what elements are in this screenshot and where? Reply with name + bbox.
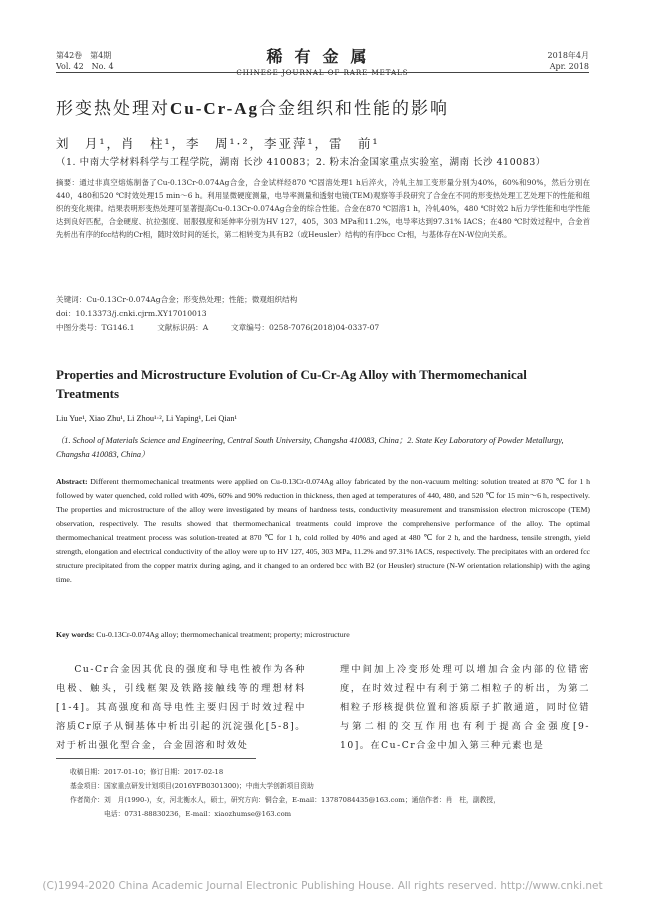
abstract-cn: 摘要：通过非真空熔炼制备了Cu-0.13Cr-0.074Ag合金，合金试样经870 ℃固溶处理1 h后淬火，冷轧主加工变形量分别为40%，60%和90%，然后分别在440，480和520 ℃时效处理15 min～6 h。利用显微硬度测量，电导率测量和透射电镜(TEM)观察等手段研究了合金在不同的形变热处理工艺处理下的性能和组织的变化规律。结果表明形变热处理可显著提高Cu-0.13Cr-0.074Ag合金的综合性能。合金在870 ℃固溶1 h，冷轧40%，480 ℃时效2 h后力学性能和电学性能达到良好匹配，合金硬度、抗拉强度、屈服强度和延伸率分别为HV 127，405，303 MPa和11.2%，电导率达到97.31% IACS；在480 ℃时效过程中，合金首先析出有序的fcc结构的Cr相，随时效时间的延长，第二相转变为具有B2（或Heusler）结构的有序bcc Cr相，与基体存在N-W位向关系。	[56, 178, 590, 239]
abstract-en-label: Abstract:	[56, 477, 88, 486]
title-cn-pre: 形变热处理对	[56, 99, 170, 119]
abstract-en	[56, 475, 590, 587]
header-rule	[56, 72, 589, 73]
classification: 中图分类号：TG146.1 文献标识码：A 文章编号：0258-7076(2018)04-0337-07	[56, 323, 380, 332]
copyright-watermark: (C)1994-2020 China Academic Journal Electronic Publishing House. All rights reserved. http://www.cnki.net	[42, 880, 603, 892]
date-info	[548, 50, 589, 72]
authors-cn: 刘 月¹，肖 柱¹，李 周¹·²，李亚萍¹，雷 前¹	[56, 136, 380, 151]
title-cn-post: 合金组织和性能的影响	[259, 99, 450, 119]
footnote-contact: 电话：0731-88830236，E-mail：xiaozhumse@163.com	[104, 810, 292, 818]
volume-cn: 第42卷 第4期	[56, 51, 112, 60]
affiliation-cn: （1. 中南大学材料科学与工程学院，湖南 长沙 410083；2. 粉末冶金国家重点实验室，湖南 长沙 410083）	[56, 157, 546, 168]
date-cn: 2018年4月	[547, 51, 589, 60]
keywords-en-text: Cu-0.13Cr-0.074Ag alloy; thermomechanical treatment; property; microstructure	[94, 630, 350, 639]
affiliation-en: （1. School of Materials Science and Engineering, Central South University, Changsha 410083, China；2. State Key Laboratory of Powder Metallurgy, Changsha 410083, China）	[56, 436, 564, 459]
footnote-received: 收稿日期：2017-01-10；修订日期：2017-02-18	[70, 768, 224, 776]
doi: doi：10.13373/j.cnki.cjrm.XY17010013	[56, 309, 207, 318]
date-en: Apr. 2018	[549, 62, 589, 71]
footnote-funding: 基金项目：国家重点研发计划项目(2016YFB0301300)；中南大学创新项目资助	[70, 782, 314, 790]
authors-en: Liu Yue¹, Xiao Zhu¹, Li Zhou¹·², Li Yaping¹, Lei Qian¹	[56, 414, 237, 423]
keywords-en-label: Key words:	[56, 630, 95, 639]
footnotes	[70, 765, 590, 821]
title-en: Properties and Microstructure Evolution of Cu-Cr-Ag Alloy with Thermomechanical Treatments	[56, 367, 527, 401]
footnote-author: 作者简介：刘 月(1990-)，女，河北衡水人，硕士，研究方向：铜合金，E-mail：13787084435@163.com；通信作者：肖 柱，副教授，	[70, 796, 501, 804]
abstract-en-text: Different thermomechanical treatments were applied on Cu-0.13Cr-0.074Ag alloy fabricated by the non-vacuum melting: solution treated at 870 ℃ for 1 h followed by water quenched, cold rolled with 40%, 60% and 90% reduction in thickness, then aged at temperatures of 440, 480, and 520 ℃ for 15 min～6 h, respectively. The properties and microstructure of the alloy were investigated by means of hardness tests, conductivity measurement and transmission electron microscope (TEM) observation, respectively. The results showed that thermomechanical treatments could improve the comprehensive performance of the alloy. The optimal thermomechanical treatment process was solution-treated at 870 ℃ for 1 h, cold rolled by 40% and aged at 480 ℃ for 2 h, and the hardness, tensile strength, yield strength, elongation and electrical conductivity of the alloy were up to HV 127, 405, 303 MPa, 11.2% and 97.31% IACS, respectively. The precipitates with an ordered fcc structure precipitated from the copper matrix during aging, and it changed to an ordered bcc with B2 (or Heusler) structure (N-W orientation relationship) with the aging time.	[56, 477, 590, 584]
keywords-en	[56, 630, 590, 639]
journal-name-cn: 稀有金属	[266, 47, 379, 66]
keywords-cn: 关键词：Cu-0.13Cr-0.074Ag合金；形变热处理；性能；微观组织结构	[56, 295, 298, 304]
keywords-block-cn	[56, 293, 379, 335]
footnote-rule	[56, 758, 256, 759]
body-column-left: Cu-Cr合金因其优良的强度和导电性被作为各种电极、触头，引线框架及铁路接触线等的理想材料[1-4]。其高强度和高导电性主要归因于时效过程中溶质Cr原子从铜基体中析出引起的沉淀强化[5-8]。对于析出强化型合金，合金固溶和时效处	[56, 664, 306, 751]
volume-en: Vol. 42 No. 4	[56, 62, 114, 71]
title-cn-alloy: Cu-Cr-Ag	[170, 99, 260, 118]
journal-name-en: CHINESE JOURNAL OF RARE METALS	[236, 69, 409, 77]
title-cn	[56, 94, 449, 119]
body-column-right: 理中间加上冷变形处理可以增加合金内部的位错密度，在时效过程中有利于第二相粒子的析出，为第二相粒子形核提供位置和溶质原子扩散通道，同时位错与第二相的交互作用也有利于提高合金强度[9-10]。在Cu-Cr合金中加入第三种元素也是	[340, 664, 590, 751]
